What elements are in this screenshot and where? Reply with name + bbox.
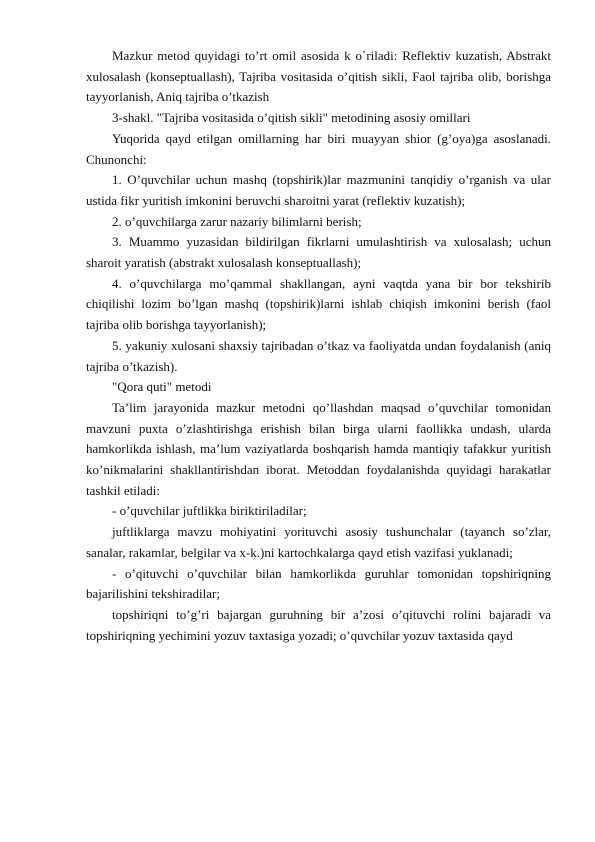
step-item-3: - o’qituvchi o’quvchilar bilan hamkorlikda guruhlar tomonidan topshiriqning bajarilishini tekshiradilar;: [86, 565, 551, 602]
step-item-1: - o’quvchilar juftlikka biriktiriladilar;: [112, 503, 307, 519]
intro-paragraph: Mazkur metod quyidagi to’rt omil asosida k o`riladi: Reflektiv kuzatish, Abstrakt xulosalash (konseptuallash), Tajriba vositasida o’qitish sikli, Faol tajriba olib, borishga tayyorlanish, Aniq tajriba o’tkazish: [86, 48, 551, 105]
list-item-1: 1. O’quvchilar uchun mashq (topshirik)lar mazmunini tanqidiy o’rganish va ular ustida fikr yuritish imkonini beruvchi sharoitni yarat (reflektiv kuzatish);: [86, 172, 551, 208]
list-item-2: 2. o’quvchilarga zarur nazariy bilimlarni berish;: [112, 213, 362, 229]
list-item-3: 3. Muammo yuzasidan bildirilgan fikrlarni umulashtirish va xulosalash; uchun sharoit yaratish (abstrakt xulosalash konseptuallash);: [86, 234, 551, 271]
step-item-4: topshiriqni to’g’ri bajargan guruhning bir a’zosi o’qituvchi rolini bajaradi va topshiriqning yechimini yozuv taxtasiga yozadi; o’quvchilar yozuv taxtasida qayd: [86, 606, 551, 643]
section-heading: "Qora quti" metodi: [112, 379, 212, 395]
list-item-5: 5. yakuniy xulosani shaxsiy tajribadan o’tkaz va faoliyatda undan foydalanish (aniq tajriba o’tkazish).: [86, 337, 551, 374]
step-item-2: juftliklarga mavzu mohiyatini yorituvchi asosiy tushunchalar (tayanch so’zlar, sanalar, rakamlar, belgilar va x-k.)ni kartochkalarga qayd etish vazifasi yuklanadi;: [86, 524, 551, 560]
figure-caption: 3-shakl. "Tajriba vositasida o’qitish sikli" metodining asosiy omillari: [112, 110, 471, 126]
list-item-4: 4. o’quvchilarga mo’qammal shakllangan, ayni vaqtda yana bir bor tekshirib chiqilishi lozim bo’lgan mashq (topshirik)larni ishlab chiqish imkonini berish (faol tajriba olib borishga tayyorlanish);: [86, 275, 551, 333]
factors-paragraph: Yuqorida qayd etilgan omillarning har biri muayyan shior (g’oya)ga asoslanadi. Chunonchi:: [86, 130, 551, 167]
document-page: [86, 46, 551, 646]
method-paragraph: Ta’lim jarayonida mazkur metodni qo’llashdan maqsad o’quvchilar tomonidan mavzuni puxta o’zlashtirishga erishish bilan birga ularni faollikka undash, ularda hamkorlikda ishlash, ma’lum vaziyatlarda boshqarish hamda mantiqiy tafakkur yuritish ko’nikmalarini shakllantirishdan iborat. Metoddan foydalanishda quyidagi harakatlar tashkil etiladi:: [86, 399, 551, 498]
